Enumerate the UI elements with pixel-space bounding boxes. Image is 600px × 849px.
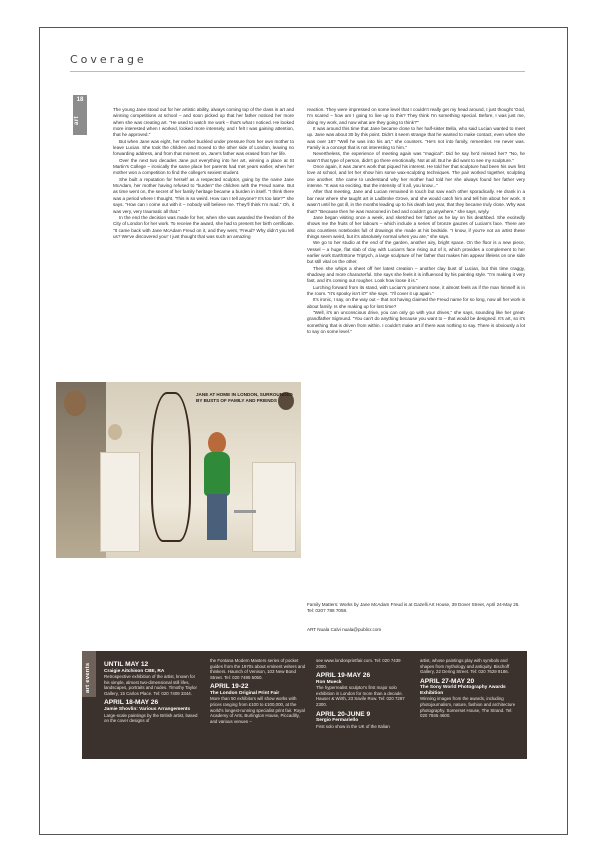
events-column [316, 658, 412, 729]
paragraph: Once again, it was Jane's work that piqued his interest. He told her that sculpture had been his own first love at school, and let her show him some wax-sculpting techniques. The pair worked together, sculpting one another. She came to understand why her mother had told her she always found her father very intense. "It was so exciting. But the intensity of it all, you know..." [307, 164, 525, 189]
paragraph: Jane began visiting once a week, and sketched her father as he lay on his deathbed. She excitedly shows me the fruits of her labours – which include a series of bronze gauzes of Lucian's face. There are also countless notebooks full of drawings she made at his bedside. "I know, if you're not an artist these things seem weird, but it's absolutely normal when you are," she says. [307, 214, 525, 239]
event-title: The Sony World Photography Awards Exhibition [420, 685, 506, 696]
paragraph: After that meeting, Jane and Lucian remained in touch but saw each other sporadically. He drank in a bar near where she taught art in Ladbroke Grove, and she would catch him and tell him about her work. It wasn't until he got ill, in the months leading up to his death last year, that they became truly close. Why was that? "Because then he was marooned in bed and couldn't go anywhere," she says, wryly. [307, 189, 525, 214]
event-date: APRIL 19-MAY 26 [316, 672, 371, 680]
event-description: Large-scale paintings by the British artist, based on the cover designs of [104, 712, 198, 724]
paragraph: Lurching forward from its stand, with Lucian's prominent nose, it almost feels as if the man himself is in the room. "It's spooky isn't it?" she says. "I'll cover it up again." [307, 284, 525, 296]
photo-stool [234, 510, 256, 544]
paragraph: Over the next two decades Jane put everything into her art, winning a place at St Martin's College – ironically the same place her parents had met years earlier, when her mother won a competition to find the college's sexiest student. [113, 157, 294, 176]
event-description: see www.londonprintfair.com. Tel: 020 7439 2000. [316, 658, 401, 669]
article-column-right [307, 107, 525, 335]
events-column [104, 658, 200, 724]
paragraph: In the end the decision was made for her, when she was awarded the freedom of the City of London for her work. To receive the award, she had to present her birth certificate. "It came back with Jane McAdam Freud on it, and they went, 'Freud? Why didn't you tell us? We've discovered you!' I just thought that was such an amazing [113, 214, 294, 239]
paragraph: The young Jane stood out for her artistic ability, always coming top of the class in art and winning competitions at school – and soon picked up that her father noticed her more when she was creating art. "He used to watch me work – that's what I noticed. He looked more interested when I worked, looked more intensely, and I felt I was gaining attention, that he approved." [113, 107, 294, 138]
article-column-left [113, 107, 294, 240]
photo-caption: JANE AT HOME IN LONDON, SURROUNDED BY BUSTS OF FAMILY AND FRIENDS [196, 392, 293, 403]
title-rule [70, 71, 525, 72]
event-description: Retrospective exhibition of the artist, known for his simple, almost two-dimensional still lifes, landscapes, portraits and nudes. Timothy Taylor Gallery, 15 Carlos Place. Tel: 020 7409 3344. [104, 674, 197, 696]
events-tab-label: art events [85, 662, 91, 693]
photo-shelf [252, 462, 296, 552]
photo-wire-sculpture [151, 392, 191, 542]
event-description: The hyperrealist sculptor's first major solo exhibition in London for more than a decade. Hauser & Wirth, 23 Savile Row. Tel: 020 7287 2300. [316, 685, 405, 708]
event-title: Ron Mueck [316, 679, 342, 685]
paragraph: "Well, it's an unconscious drive, you can only go with your drives," she says, sounding like her great-grandfather Sigmund. "You can't do anything because you want to – that would be designed. It's art, so it's something that is driven from within. I couldn't make art if there was nothing to say. There is obviously a lot to say on some level." [307, 310, 525, 335]
event-title: Jamie Shovlin: Various Arrangements [104, 706, 191, 712]
section-tab-label: art [74, 115, 80, 125]
event-title: The London Original Print Fair [210, 690, 280, 696]
article-photo [56, 382, 301, 558]
paragraph: She built a reputation for herself as a respected sculptor, going by the name Jane McAdam, her mother having refused to "burden" the children with the Freud name. But as time went on, the secret of her family heritage became a burden in itself. "I think there was a period where I thought, 'This is so weird. How can I tell anyone? It's too late?'" she says. "How can I come out with it – nobody will believe me. They'll think I'm mad." Oh, it was very, very traumatic all that." [113, 176, 294, 214]
event-date: APRIL 27-MAY 20 [420, 677, 475, 685]
events-column [420, 658, 520, 719]
event-description: Winning images from the awards, including photojournalism, nature, fashion and architecture photography. Somerset House, The Strand. Tel: 020 7845 4600. [420, 696, 516, 719]
photo-shelf [100, 452, 140, 552]
event-date: UNTIL MAY 12 [104, 661, 149, 668]
event-title: Craigie Aitchison CBE, RA [104, 668, 165, 674]
events-column [210, 658, 306, 724]
photo-bust [108, 424, 122, 440]
paragraph: Nevertheless, the experience of meeting again was "magical". Did he say he'd missed her? "No, he wasn't that type of person, didn't go there emotionally. Not at all. But he did want to see my sculpture." [307, 151, 525, 163]
paragraph: It was around this time that Jane became close to her half-sister Bella, who said Lucian wanted to meet up. Jane was about 30 by this point. Didn't it seem strange that he wanted to make contact, even when she was over 18? "Well he was into his art," she counters. "He's not into family, remember. He never was. Family is a concept that is not interesting to him." [307, 126, 525, 151]
event-title: Sergio Fermariello [316, 718, 359, 724]
events-tab [82, 651, 96, 697]
paragraph: reaction. They were impressed on some level that I couldn't really get my head around, I just thought 'God, I'm scared – how am I going to live up to this? They think I'm something special. Before, I was just me, doing my work, and now what are they going to think?'" [307, 107, 525, 125]
photo-bust [64, 390, 86, 416]
event-date: APRIL 19-22 [210, 683, 249, 691]
event-description: artist, whose paintings play with symbols and shapes from mythology and antiquity. Bischoff Gallery, 22 Dering Street. Tel: 020 7629 9186. [420, 658, 510, 675]
event-description: the Fontana Modern Masters series of pocket guides from the 1970s about eminent writers and thinkers. Haunch of Venison, 103 New Bond Street. Tel: 020 7495 5050. [210, 658, 306, 680]
exhibition-info: Family Matters: Works by Jane McAdam Freud is at Gazelli Art House, 39 Dover Street, April 24-May 25. Tel: 0207 788 7058. [307, 602, 520, 614]
page-number: 18 [76, 97, 84, 103]
paragraph: Then she whips a sheet off her latest creation – another clay bust of Lucian, but this time craggy, shadowy and more characterful. She says she feels it is influenced by his painting style. "I'm making it very fast, and it's coming out rougher. Look how loose it is." [307, 265, 525, 284]
event-date: APRIL 20-JUNE 9 [316, 710, 371, 718]
section-title: Coverage [70, 53, 147, 66]
author-credit: ART Nuala Calvi nuala@publicr.com [307, 627, 382, 632]
event-description: First solo show in the UK of the Italian [316, 723, 390, 729]
section-tab [73, 95, 87, 135]
event-date: APRIL 18-MAY 26 [104, 699, 159, 707]
photo-figure [207, 494, 227, 540]
paragraph: But when Jane was eight, her mother buckled under pressure from her own mother to leave Lucian. She took the children and moved to the other side of London, leaving no forwarding address, and from that moment on, Jane's father was erased from her life. [113, 138, 294, 157]
photo-figure [204, 452, 230, 496]
paragraph: It's ironic, I say, on the way out – that not having claimed the Freud name for so long, now all her work is about family. Is she making up for lost time? [307, 297, 525, 309]
paragraph: We go to her studio at the end of the garden, another airy, bright space. On the floor is a new piece, Vessel – a huge, flat slab of clay with Lucian's face rising out of it, which provides a complement to her earlier work EarthStone Triptych, a large sculpture of her father that makes him appear lifeless on one side but still vital on the other. [307, 240, 525, 265]
photo-figure [208, 432, 226, 454]
event-description: More than 50 exhibitors will show works with prices ranging from £100 to £100,000, at the world's longest-running specialist print fair. Royal Academy of Arts, Burlington House, Piccadilly, and various venues – [210, 696, 305, 724]
